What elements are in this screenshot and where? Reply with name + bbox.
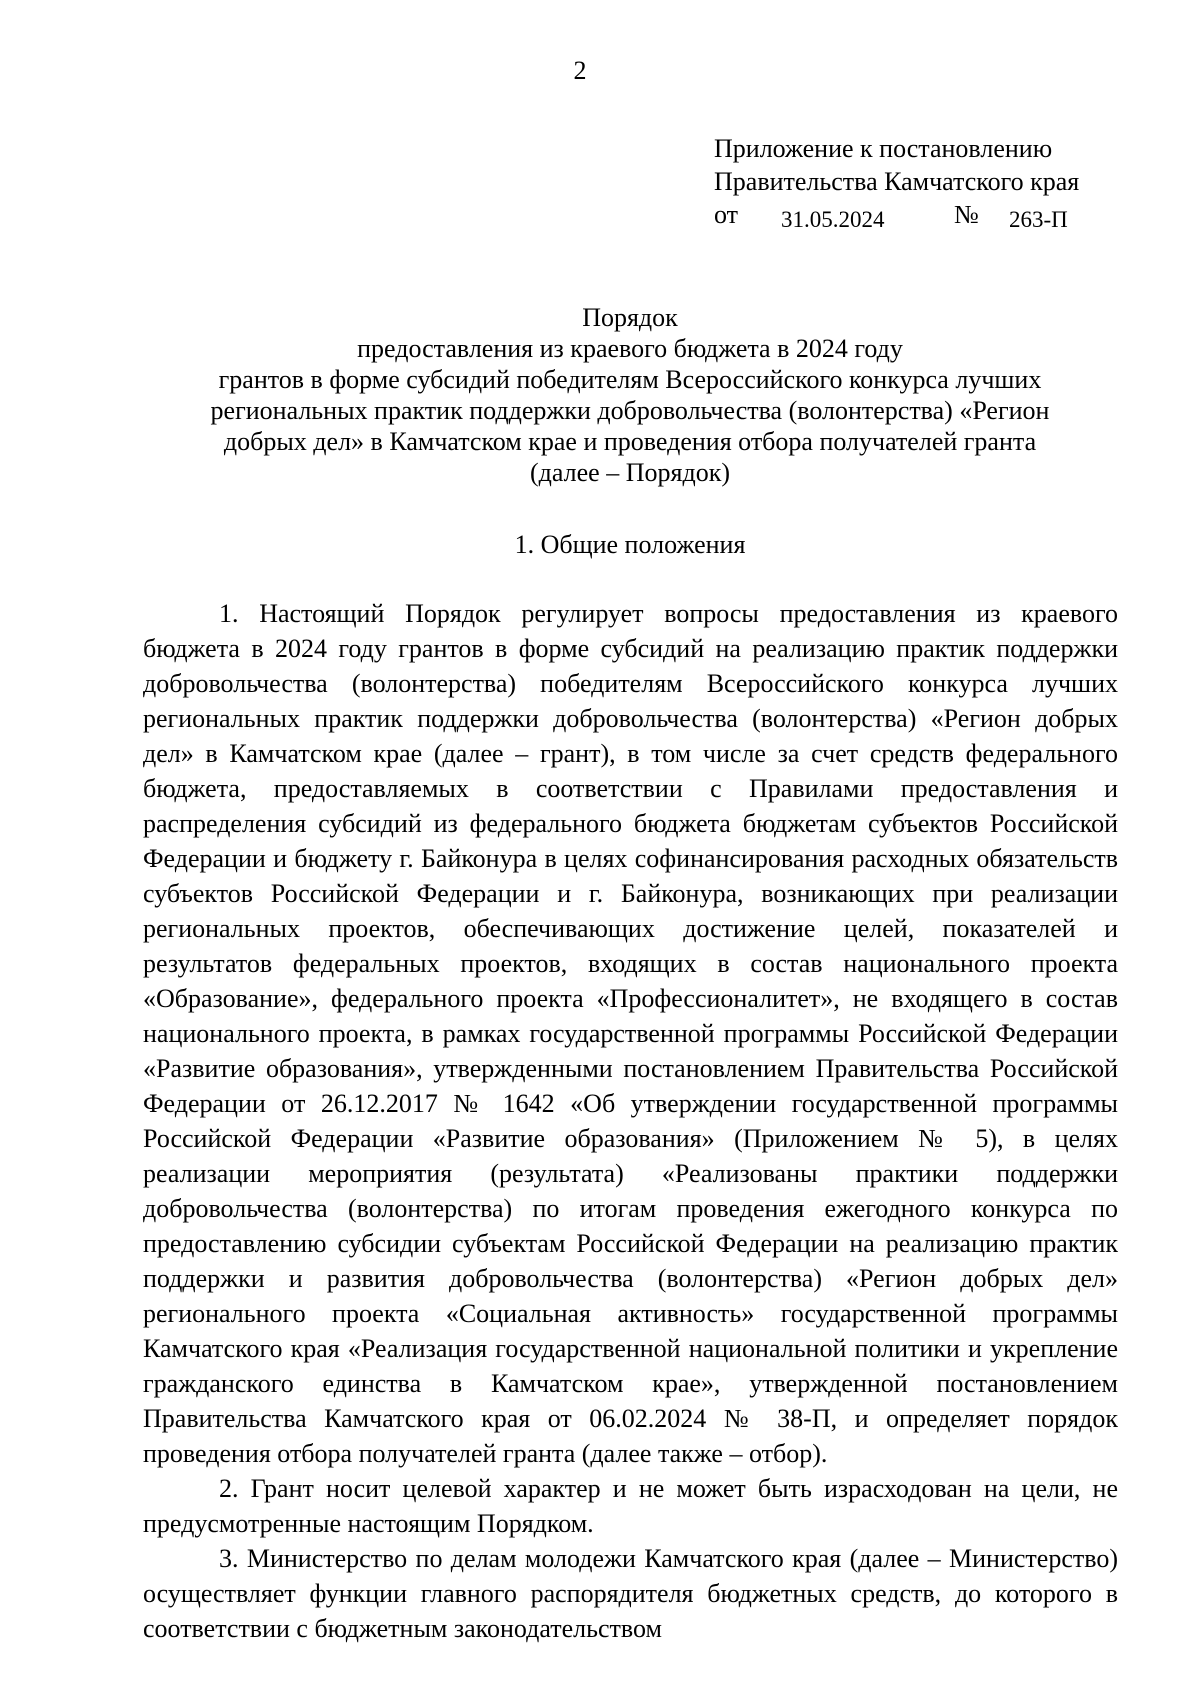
title-line-3: грантов в форме субсидий победителям Всероссийского конкурса лучших: [218, 365, 1042, 394]
title-line-4: региональных практик поддержки добровольчества (волонтерства) «Регион: [210, 396, 1050, 425]
paragraph-1: 1. Настоящий Порядок регулирует вопросы предоставления из краевого бюджета в 2024 году грантов в форме субсидий на реализацию практик поддержки добровольчества (волонтерства) победителям Всероссийского конкурса лучших региональных практик поддержки добровольчества (волонтерства) «Регион добрых дел» в Камчатском крае (далее – грант), в том числе за счет средств федерального бюджета, предоставляемых в соответствии с Правилами предоставления и распределения субсидий из федерального бюджета бюджетам субъектов Российской Федерации и бюджету г. Байконура в целях софинансирования расходных обязательств субъектов Российской Федерации и г. Байконура, возникающих при реализации региональных проектов, обеспечивающих достижение целей, показателей и результатов федеральных проектов, входящих в состав национального проекта «Образование», федерального проекта «Профессионалитет», не входящего в состав национального проекта, в рамках государственной программы Российской Федерации «Развитие образования», утвержденными постановлением Правительства Российской Федерации от 26.12.2017 № 1642 «Об утверждении государственной программы Российской Федерации «Развитие образования» (Приложением № 5), в целях реализации мероприятия (результата) «Реализованы практики поддержки добровольчества (волонтерства) по итогам проведения ежегодного конкурса по предоставлению субсидии субъектам Российской Федерации на реализацию практик поддержки и развития добровольчества (волонтерства) «Регион добрых дел» регионального проекта «Социальная активность» государственной программы Камчатского края «Реализация государственной национальной политики и укрепление гражданского единства в Камчатском крае», утвержденной постановлением Правительства Камчатского края от 06.02.2024 № 38-П, и определяет порядок проведения отбора получателей гранта (далее также – отбор).: [143, 599, 1118, 1468]
appendix-line-1: Приложение к постановлению: [714, 134, 1053, 163]
title-line-6: (далее – Порядок): [530, 458, 730, 487]
body-text: [143, 596, 1118, 1646]
appendix-number-sign: №: [954, 200, 979, 229]
document-title: [140, 302, 1120, 488]
title-line-2: предоставления из краевого бюджета в 2024 году: [357, 334, 903, 363]
section-heading: 1. Общие положения: [514, 530, 746, 559]
page-number: 2: [573, 56, 587, 85]
appendix-date-row: [714, 198, 1079, 236]
title-line-5: добрых дел» в Камчатском крае и проведения отбора получателей гранта: [223, 427, 1037, 456]
appendix-header: [714, 132, 1079, 236]
title-line-1: Порядок: [582, 303, 678, 332]
paragraph-2: 2. Грант носит целевой характер и не может быть израсходован на цели, не предусмотренные настоящим Порядком.: [143, 1474, 1118, 1538]
appendix-from-label: от: [714, 200, 739, 229]
appendix-date: 31.05.2024: [781, 207, 885, 232]
appendix-number: 263-П: [1009, 207, 1068, 232]
paragraph-3: 3. Министерство по делам молодежи Камчатского края (далее – Министерство) осуществляет функции главного распорядителя бюджетных средств, до которого в соответствии с бюджетным законодательством: [143, 1544, 1118, 1643]
appendix-line-2: Правительства Камчатского края: [714, 167, 1080, 196]
